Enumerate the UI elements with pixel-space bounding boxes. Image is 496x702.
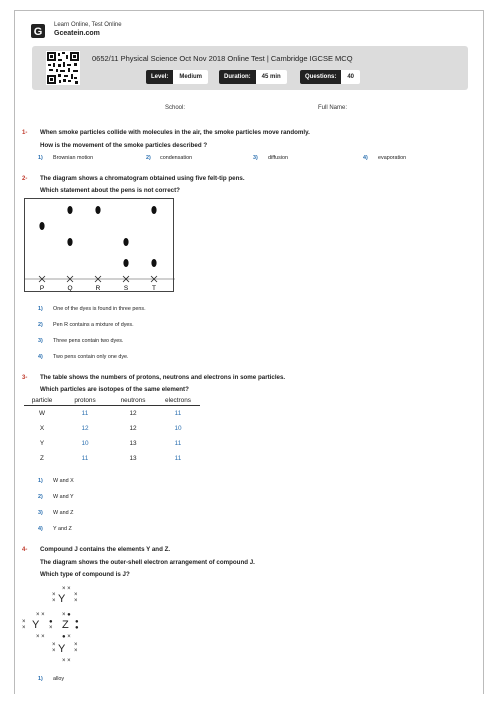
table-cell: 11 xyxy=(174,454,182,462)
svg-text:×: × xyxy=(22,625,26,631)
pen-label-p: P xyxy=(39,285,45,292)
q3-option-1[interactable]: W and X xyxy=(53,478,74,484)
pen-label-q: Q xyxy=(67,285,73,292)
q3-option-3[interactable]: W and Z xyxy=(53,510,74,516)
brand-tagline: Learn Online, Test Online xyxy=(54,22,122,28)
svg-text:●: ● xyxy=(75,625,79,631)
school-label: School: xyxy=(165,105,186,111)
q3-option-2[interactable]: W and Y xyxy=(53,494,74,500)
table-cell: 13 xyxy=(129,439,137,447)
duration-label: Duration: xyxy=(219,70,256,84)
q1-option-4[interactable]: evaporation xyxy=(378,155,407,161)
atom-bottom: Y xyxy=(58,643,66,655)
atom-left: Y xyxy=(32,619,40,631)
table-header: neutrons xyxy=(110,396,156,406)
table-row xyxy=(24,406,200,421)
dye-spot xyxy=(151,206,156,214)
table-row xyxy=(24,436,200,451)
svg-text:×: × xyxy=(49,625,53,631)
questions-value: 40 xyxy=(341,70,360,84)
q3-option-4[interactable]: Y and Z xyxy=(53,526,72,532)
q1-option-3-number[interactable]: 3) xyxy=(253,155,258,161)
q1-option-2[interactable]: condensation xyxy=(160,155,193,161)
table-cell: 13 xyxy=(129,454,137,462)
q2-option-3-number[interactable]: 3) xyxy=(38,338,43,344)
level-pill xyxy=(146,70,208,84)
table-header: particle xyxy=(24,396,60,406)
q2-option-1[interactable]: One of the dyes is found in three pens. xyxy=(53,306,146,312)
svg-text:× ×: × × xyxy=(36,634,45,640)
table-cell: X xyxy=(39,424,45,432)
brand-name[interactable]: Gceatein.com xyxy=(54,30,100,37)
table-row xyxy=(24,421,200,436)
pen-label-s: S xyxy=(123,285,129,292)
particles-table xyxy=(24,396,200,466)
q1-option-2-number[interactable]: 2) xyxy=(146,155,151,161)
svg-text:× ●: × ● xyxy=(62,612,71,618)
table-cell: 11 xyxy=(174,439,182,447)
question-3-prompt: Which particles are isotopes of the same element? xyxy=(40,386,189,393)
svg-text:×: × xyxy=(22,619,26,625)
level-value: Medium xyxy=(173,70,208,84)
pen-label-t: T xyxy=(152,285,156,292)
svg-text:× ×: × × xyxy=(36,612,45,618)
svg-text:×: × xyxy=(74,648,78,654)
q3-option-2-number[interactable]: 2) xyxy=(38,494,43,500)
svg-text:×: × xyxy=(74,598,78,604)
dye-spot xyxy=(67,238,72,246)
dye-spot xyxy=(67,206,72,214)
q1-option-1-number[interactable]: 1) xyxy=(38,155,43,161)
question-4-number: 4- xyxy=(22,547,28,553)
q2-option-4[interactable]: Two pens contain only one dye. xyxy=(53,354,129,360)
question-3-number: 3- xyxy=(22,375,28,381)
table-cell: 11 xyxy=(81,454,89,462)
dye-spot xyxy=(95,206,100,214)
table-cell: 12 xyxy=(129,424,137,432)
questions-pill xyxy=(300,70,360,84)
electron-arrangement-diagram xyxy=(22,582,112,666)
table-cell: W xyxy=(38,409,46,417)
dye-spot xyxy=(123,259,128,267)
table-cell: 12 xyxy=(129,409,137,417)
q2-option-2-number[interactable]: 2) xyxy=(38,322,43,328)
question-1-number: 1- xyxy=(22,130,28,136)
question-1-text: When smoke particles collide with molecules in the air, the smoke particles move randomly. xyxy=(40,129,310,136)
questions-label: Questions: xyxy=(300,70,341,84)
q2-option-2[interactable]: Pen R contains a mixture of dyes. xyxy=(53,322,134,328)
dye-spot xyxy=(39,222,44,230)
question-2-prompt: Which statement about the pens is not correct? xyxy=(40,187,180,194)
svg-text:●: ● xyxy=(49,619,53,625)
svg-text:×: × xyxy=(74,592,78,598)
q3-option-1-number[interactable]: 1) xyxy=(38,478,43,484)
test-title: 0652/11 Physical Science Oct Nov 2018 Online Test | Cambridge IGCSE MCQ xyxy=(92,54,353,63)
svg-text:×: × xyxy=(52,598,56,604)
table-cell: Y xyxy=(39,439,45,447)
question-2-number: 2- xyxy=(22,176,28,182)
table-cell: 10 xyxy=(81,439,89,447)
table-cell: 10 xyxy=(174,424,182,432)
q3-option-4-number[interactable]: 4) xyxy=(38,526,43,532)
table-header: protons xyxy=(60,396,110,406)
table-row xyxy=(24,451,200,466)
svg-text:×: × xyxy=(52,648,56,654)
chromatogram-diagram xyxy=(24,198,174,292)
gceatein-logo-icon xyxy=(31,24,45,38)
svg-text:×: × xyxy=(52,592,56,598)
q2-option-1-number[interactable]: 1) xyxy=(38,306,43,312)
table-header: electrons xyxy=(156,396,200,406)
duration-pill xyxy=(219,70,287,84)
q2-option-3[interactable]: Three pens contain two dyes. xyxy=(53,338,124,344)
question-4-prompt: Which type of compound is J? xyxy=(40,571,130,578)
q2-option-4-number[interactable]: 4) xyxy=(38,354,43,360)
svg-text:●: ● xyxy=(75,619,79,625)
svg-text:×: × xyxy=(74,642,78,648)
q3-option-3-number[interactable]: 3) xyxy=(38,510,43,516)
table-cell: Z xyxy=(40,454,44,462)
q1-option-1[interactable]: Brownian motion xyxy=(53,155,94,161)
svg-text:×: × xyxy=(52,642,56,648)
svg-text:× ×: × × xyxy=(62,658,71,664)
svg-text:× ×: × × xyxy=(62,586,71,592)
question-3-text: The table shows the numbers of protons, neutrons and electrons in some particles. xyxy=(40,374,286,381)
table-header-row xyxy=(24,396,200,406)
q1-option-4-number[interactable]: 4) xyxy=(363,155,368,161)
dye-spot xyxy=(123,238,128,246)
question-1-prompt: How is the movement of the smoke particles described ? xyxy=(40,142,208,149)
q4-option-1[interactable]: alloy xyxy=(53,676,65,682)
table-cell: 12 xyxy=(81,424,89,432)
full-name-label: Full Name: xyxy=(318,105,348,111)
question-4-description: The diagram shows the outer-shell electron arrangement of compound J. xyxy=(40,559,255,566)
table-cell: 11 xyxy=(174,409,182,417)
question-2-text: The diagram shows a chromatogram obtained using five felt-tip pens. xyxy=(40,175,245,182)
question-4-text: Compound J contains the elements Y and Z. xyxy=(40,546,171,553)
q1-option-3[interactable]: diffusion xyxy=(268,155,288,161)
qr-code-icon xyxy=(46,51,80,85)
atom-top: Y xyxy=(58,593,66,605)
pen-label-r: R xyxy=(95,285,101,292)
svg-text:● ×: ● × xyxy=(62,634,71,640)
q4-option-1-number[interactable]: 1) xyxy=(38,676,43,682)
table-cell: 11 xyxy=(81,409,89,417)
dye-spot xyxy=(151,259,156,267)
svg-text:G: G xyxy=(33,26,43,38)
duration-value: 45 min xyxy=(256,70,287,84)
atom-center: Z xyxy=(62,619,69,631)
level-label: Level: xyxy=(146,70,173,84)
